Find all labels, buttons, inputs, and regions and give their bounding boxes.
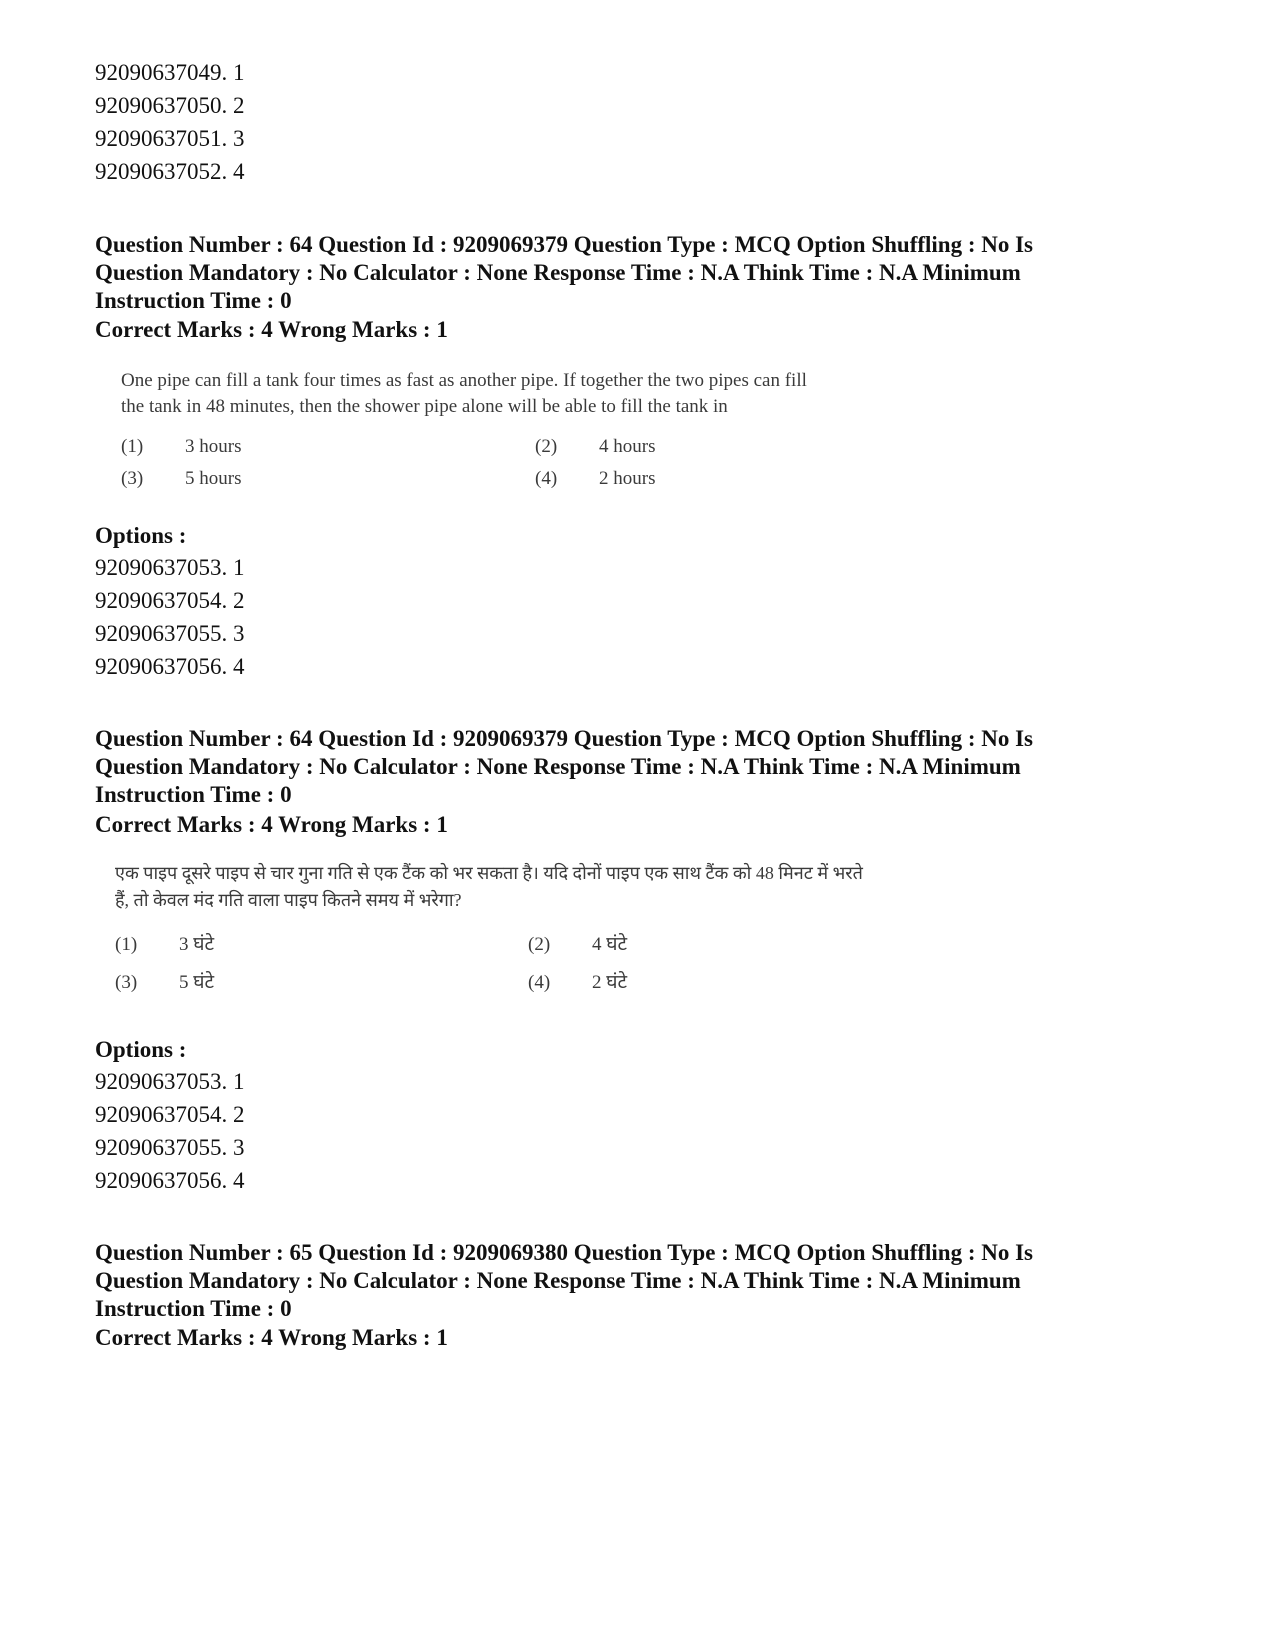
option-item: 92090637049. 1 [95, 60, 245, 85]
marks-line: Correct Marks : 4 Wrong Marks : 1 [95, 812, 448, 837]
question-text-line: हैं, तो केवल मंद गति वाला पाइप कितने समय में भरेगा? [115, 890, 462, 910]
question-header-line: Instruction Time : 0 [95, 288, 292, 313]
answer-choice [535, 434, 655, 460]
answer-choice-text: 5 घंटे [179, 972, 215, 993]
answer-choice-text: 3 hours [185, 436, 242, 457]
question-header [95, 231, 1033, 315]
question-header [95, 725, 1033, 809]
answer-choice [115, 970, 214, 996]
options-list [95, 1065, 245, 1197]
option-item: 92090637051. 3 [95, 126, 245, 151]
question-header-line: Instruction Time : 0 [95, 782, 292, 807]
answer-choice-text: 5 hours [185, 468, 242, 489]
option-item: 92090637056. 4 [95, 654, 245, 679]
option-item: 92090637052. 4 [95, 159, 245, 184]
answer-choice [528, 932, 627, 958]
answer-choice-text: 4 घंटे [592, 934, 628, 955]
option-item: 92090637055. 3 [95, 621, 245, 646]
answer-choice [535, 466, 655, 492]
answer-choice-number: (4) [528, 972, 551, 993]
question-text-line: One pipe can fill a tank four times as fast as another pipe. If together the two pipes can fill [121, 370, 807, 391]
option-item: 92090637056. 4 [95, 1168, 245, 1193]
question-header-line: Question Mandatory : No Calculator : None Response Time : N.A Think Time : N.A Minimum [95, 754, 1021, 779]
option-item: 92090637050. 2 [95, 93, 245, 118]
answer-choice-text: 3 घंटे [179, 934, 215, 955]
answer-choice-text: 2 hours [599, 468, 656, 489]
options-label: Options : [95, 1037, 187, 1062]
answer-choice-number: (2) [528, 934, 551, 955]
question-text [115, 860, 995, 914]
question-header-line: Question Mandatory : No Calculator : None Response Time : N.A Think Time : N.A Minimum [95, 1268, 1021, 1293]
question-image [95, 860, 1095, 1000]
answer-choice-number: (4) [535, 468, 558, 489]
answer-choice-number: (2) [535, 436, 558, 457]
options-label: Options : [95, 523, 187, 548]
question-header-line: Question Number : 65 Question Id : 9209069380 Question Type : MCQ Option Shuffling : No Is [95, 1240, 1034, 1265]
answer-choice [121, 434, 241, 460]
answer-choice [115, 932, 214, 958]
answer-choice [528, 970, 627, 996]
question-header [95, 1239, 1033, 1323]
answer-choice-number: (1) [121, 436, 144, 457]
option-item: 92090637053. 1 [95, 1069, 245, 1094]
question-text-line: the tank in 48 minutes, then the shower pipe alone will be able to fill the tank in [121, 396, 728, 417]
marks-line: Correct Marks : 4 Wrong Marks : 1 [95, 1325, 448, 1350]
option-item: 92090637055. 3 [95, 1135, 245, 1160]
options-list [95, 551, 245, 683]
option-item: 92090637054. 2 [95, 1102, 245, 1127]
answer-choice-text: 4 hours [599, 436, 656, 457]
question-header-line: Question Number : 64 Question Id : 9209069379 Question Type : MCQ Option Shuffling : No Is [95, 232, 1034, 257]
answer-choice-number: (3) [121, 468, 144, 489]
marks-line: Correct Marks : 4 Wrong Marks : 1 [95, 317, 448, 342]
question-text-line: एक पाइप दूसरे पाइप से चार गुना गति से एक टैंक को भर सकता है। यदि दोनों पाइप एक साथ टैंक को 48 मिनट में भरते [115, 863, 863, 883]
answer-choice [121, 466, 241, 492]
question-text [121, 368, 1001, 420]
question-image [95, 368, 1095, 498]
question-header-line: Instruction Time : 0 [95, 1296, 292, 1321]
answer-choice-text: 2 घंटे [592, 972, 628, 993]
answer-choice-number: (1) [115, 934, 138, 955]
option-item: 92090637054. 2 [95, 588, 245, 613]
options-list [95, 56, 245, 188]
question-header-line: Question Mandatory : No Calculator : None Response Time : N.A Think Time : N.A Minimum [95, 260, 1021, 285]
answer-choice-number: (3) [115, 972, 138, 993]
question-header-line: Question Number : 64 Question Id : 9209069379 Question Type : MCQ Option Shuffling : No Is [95, 726, 1034, 751]
option-item: 92090637053. 1 [95, 555, 245, 580]
